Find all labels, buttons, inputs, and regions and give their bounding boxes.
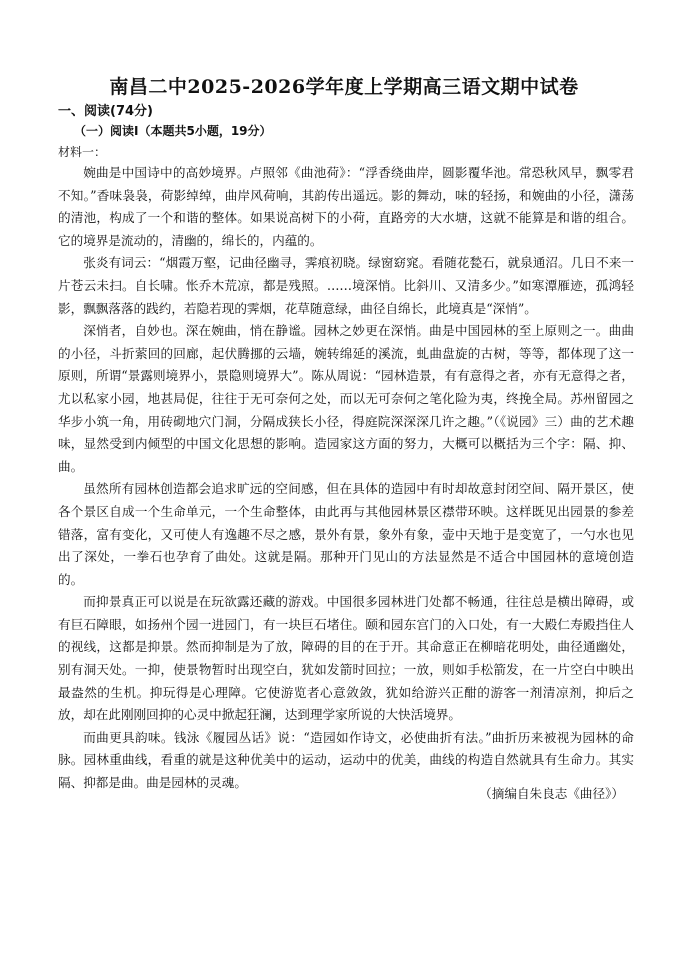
paragraph-4: 虽然所有园林创造都会追求旷远的空间感，但在具体的造园中有时却故意封闭空间、隔开景区，使各个景区自成一个生命单元，一个生命整体，由此再与其他园林景区襟带环映。这样既见出园景的参差错落，富有变化，又可使人有逸趣不尽之感，景外有景，象外有象，壶中天地于是变宽了，一勺水也见出了深处，一拳石也孕育了曲处。这就是隔。那种开门见山的方法显然是不适合中国园林的意境创造的。 bbox=[58, 481, 634, 587]
source-citation: （摘编自朱良志《曲径》） bbox=[479, 786, 624, 801]
section-heading: 一、阅读(74分) bbox=[58, 104, 153, 119]
paragraph-5: 而抑景真正可以说是在玩欲露还藏的游戏。中国很多园林进门处都不畅通，往往总是横出障碍，或有巨石障眼，如扬州个园一进园门，有一块巨石堵住。颐和园东宫门的入口处，有一大殿仁寿殿挡住人的视线，这都是抑景。然而抑制是为了放，障碍的目的在于开。其命意正在柳暗花明处，曲径通幽处，别有洞天处。一抑，使景物暂时出现空白，犹如发箭时回拉；一放，则如手松箭发，在一片空白中映出最盎然的生机。抑玩得是心理障。它使游览者心意敛敛，犹如给游兴正酣的游客一剂清凉剂，抑后之放，却在此刚刚回抑的心灵中掀起狂澜，达到理学家所说的大快活境界。 bbox=[58, 594, 634, 723]
subsection-heading: （一）阅读Ⅰ（本题共5小题，19分） bbox=[74, 124, 272, 138]
paragraph-2: 张炎有词云：“烟霞万壑，记曲径幽寻，霁痕初晓。绿窗窈窕。看随花甃石，就泉通沼。几日不来一片苍云未扫。自长啸。怅乔木荒凉，都是残照。……境深悄。比斜川、又清多少。”如寒潭雁迹，孤鸿轻影，飘飘落落的践约，若隐若现的霁烟，花草随意绿，曲径自绵长，此境真是“深悄”。 bbox=[58, 255, 634, 316]
paragraph-3: 深悄者，自妙也。深在婉曲，悄在静谧。园林之妙更在深悄。曲是中国园林的至上原则之一。曲曲的小径，斗折萦回的回廊，起伏腾挪的云墙，婉转绵延的溪流，虬曲盘旋的古树，等等，都体现了这一原则，所谓“景露则境界小，景隐则境界大”。陈从周说：“园林造景，有有意得之者，亦有无意得之者，尤以私家小园，地甚局促，往往于无可奈何之处，而以无可奈何之笔化险为夷，终挽全局。苏州留园之华步小筑一角，用砖砌地穴门洞，分隔成狭长小径，得庭院深深深几许之趣。”（《说园》三）曲的艺术趣味，显然受到内倾型的中国文化思想的影响。造园家这方面的努力，大概可以概括为三个字：隔、抑、曲。 bbox=[58, 323, 634, 474]
paragraph-6: 而曲更具韵味。钱泳《履园丛话》说：“造园如作诗文，必使曲折有法。”曲折历来被视为园林的命脉。园林重曲线，看重的就是这种优美中的运动，运动中的优美，曲线的构造自然就具有生命力。其实隔、抑都是曲。曲是园林的灵魂。 bbox=[58, 729, 634, 791]
reading-passage bbox=[58, 162, 634, 795]
material-label: 材料一： bbox=[58, 145, 107, 159]
exam-title: 南昌二中2025-2026学年度上学期高三语文期中试卷 bbox=[109, 76, 579, 98]
paragraph-1: 婉曲是中国诗中的高妙境界。卢照邻《曲池荷》：“浮香绕曲岸，圆影覆华池。常恐秋风早，飘零君不知。”香味袅袅，荷影绰绰，曲岸风荷响，其韵传出遥远。影的舞动，味的轻扬，和婉曲的小径，潇荡的清池，构成了一个和谐的整体。如果说高树下的小荷，直路旁的大水塘，这就不能算是和谐的组合。它的境界是流动的，清幽的，绵长的，内蕴的。 bbox=[58, 165, 634, 248]
